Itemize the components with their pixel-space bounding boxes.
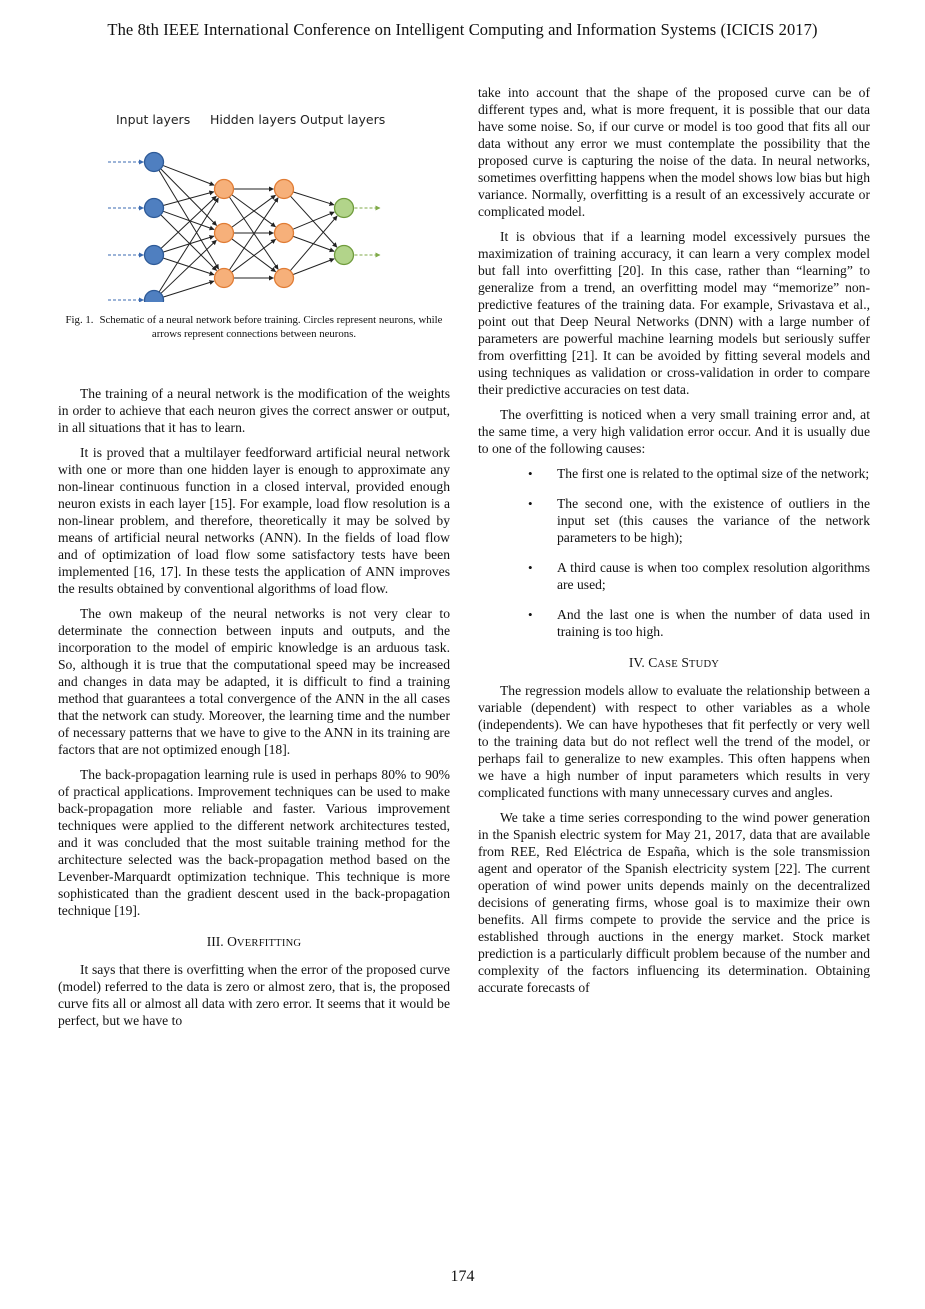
list-item-text: A third cause is when too complex resolution algorithms are used;: [557, 560, 870, 592]
list-item: [478, 465, 870, 482]
connection-arrow: [163, 211, 214, 229]
label-hidden-layers: Hidden layers: [210, 112, 297, 127]
input-neuron: [145, 246, 164, 265]
right-column: [478, 84, 870, 1004]
connection-arrow: [163, 192, 214, 206]
paragraph: The training of a neural network is the modification of the weights in order to achieve that each neuron gives the correct answer or output, in all situations that it has to learn.: [58, 386, 450, 435]
label-input-layers: Input layers: [116, 112, 191, 127]
connection-arrow: [290, 216, 337, 271]
bullet-icon: •: [528, 496, 533, 511]
page-number: 174: [450, 1268, 475, 1285]
connection-arrow: [159, 170, 219, 269]
hidden-neuron: [215, 180, 234, 199]
hidden-neuron: [275, 269, 294, 288]
section-title-initial: S: [681, 655, 689, 670]
connection-arrow: [161, 169, 217, 226]
paragraph: We take a time series corresponding to the wind power generation in the Spanish electric system for May 21, 2017, data that are available from REE, Red Eléctrica de España, which is the sole transmission agent and operator of the Spanish electricity system [22]. The current operation of wind power units depends mainly on the decentralized decisions of generating firms, whose goal is to maximize their own benefits. All firms compete to provide the service and the price is established through auctions in the energy market. Stock market prediction is a particularly difficult problem because of the number and complexity of the factors influencing its determination. Obtaining accurate forecasts of: [478, 810, 870, 995]
list-item: [478, 559, 870, 593]
figure-1: [58, 96, 450, 314]
paragraph: It is obvious that if a learning model excessively pursues the maximization of training accuracy, it can learn a very complex model but fall into overfitting [20]. In this case, rather than “learning” to generalize from a trend, an overfitting model may “memorize” non-predictive features of the training data. For example, Srivastava et al., point out that Deep Neural Networks (DNN) with a large number of parameters are powerful machine learning models but seriously suffer from overfitting [21]. It can be avoided by fitting several models and using techniques as validation or cross-validation in order to compare their predictive accuracies on test data.: [478, 229, 870, 397]
section-title-rest: VERFITTING: [236, 938, 302, 949]
output-neuron: [335, 246, 354, 265]
causes-list: [478, 465, 870, 640]
paragraph: The overfitting is noticed when a very small training error and, at the same time, a very high validation error occur. And it is usually due to one of the following causes:: [478, 407, 870, 456]
input-neuron: [145, 153, 164, 172]
label-output-layers: Output layers: [300, 112, 386, 127]
list-item-text: The first one is related to the optimal size of the network;: [557, 466, 870, 481]
input-neuron: [145, 291, 164, 303]
list-item: [478, 495, 870, 546]
caption-label: Fig. 1.: [65, 314, 94, 326]
connection-arrow: [293, 192, 334, 205]
bullet-icon: •: [528, 466, 533, 481]
output-neuron: [335, 199, 354, 218]
section-number: IV.: [628, 655, 645, 670]
paragraph: take into account that the shape of the proposed curve can be of different types and, what is more frequent, it is possible that our data have some noise. So, if our curve or model is too good that fits all our data without any error we must contemplate the possibility that the proposed curve is capturing the noise of the data. In neural networks, sometimes overfitting happens when the model shows low bias but high variance. Normally, overfitting is a result of an excessively accurate or complicated model.: [478, 85, 870, 219]
paragraph: The own makeup of the neural networks is not very clear to determinate the connection between inputs and outputs, and the incorporation to the model of empiric knowledge is an arduous task. So, although it is true that the computational speed may be increased and changes in data may be adapted, it is difficult to find a training method that guarantees a total convergence of the ANN in the all cases that the network can study. Moreover, the learning time and the number of necessary patterns that we have to give to the ANN in its training are factors that are not optimized enough [18].: [58, 606, 450, 757]
list-item-text: The second one, with the existence of outliers in the input set (this causes the variance of the network parameters to be high);: [557, 496, 870, 545]
hidden-neuron: [215, 224, 234, 243]
section-heading-overfitting: [58, 933, 450, 952]
section-title-rest: ASE: [657, 659, 678, 670]
hidden-neuron: [275, 180, 294, 199]
hidden-neuron: [215, 269, 234, 288]
figure-caption: [58, 314, 450, 341]
connection-arrow: [163, 165, 214, 185]
section-title-initial: C: [648, 655, 658, 670]
section-heading-case-study: [478, 654, 870, 673]
hidden-neuron: [275, 224, 294, 243]
paragraph: It is proved that a multilayer feedforward artificial neural network with one or more than one hidden layer is enough to approximate any non-linear continuous function in a closed interval, provided enough neuron exists in each layer [15]. For example, load flow resolution is a non-linear problem, and therefore, theoretically it may be solved by means of artificial neural networks (ANN). In the fields of load flow and of optimization of load flow some satisfactory tests have been implemented [16, 17]. In these tests the application of ANN improves the results obtained by conventional algorithms of load flow.: [58, 445, 450, 596]
bullet-icon: •: [528, 560, 533, 575]
running-header: The 8th IEEE International Conference on Intelligent Computing and Information Systems (ICICIS 2017): [107, 20, 818, 39]
list-item-text: And the last one is when the number of data used in training is too high.: [557, 607, 870, 639]
connection-arrow: [161, 240, 217, 293]
paragraph: The regression models allow to evaluate the relationship between a variable (dependent) with respect to other variables as a whole (independents). We can have hypotheses that fit perfectly or very well to the training data but do not reflect well the trend of the model, or perhaps fail to generalize to new examples. This often happens when we have a high number of input parameters which results in very complicated functions with many unnecessary curves and angles.: [478, 683, 870, 800]
input-neuron: [145, 199, 164, 218]
caption-text: Schematic of a neural network before training. Circles represent neurons, while arrows represent connections between neurons.: [99, 314, 443, 340]
connection-arrow: [161, 215, 217, 271]
section-title-rest: TUDY: [688, 659, 720, 670]
section-title-initial: O: [227, 934, 237, 949]
neural-network-diagram: [98, 112, 398, 302]
list-item: [478, 606, 870, 640]
paragraph: The back-propagation learning rule is used in perhaps 80% to 90% of practical applications. Improvement techniques can be used to make back-propagation more reliable and faster. Various improvement techniques were applied to the different network architectures tested, and it was concluded that the most suitable training method for the architecture selected was the back-propagation method based on the Levenber-Marquardt optimization technique. This technique is more sophisticated than the gradient descent used in the back-propagation technique [19].: [58, 767, 450, 918]
section-number: III.: [206, 934, 224, 949]
paragraph: It says that there is overfitting when the error of the proposed curve (model) referred to the data is zero or almost zero, that is, the proposed curve fits all or almost all data with zero error. It seems that it would be perfect, but we have to: [58, 962, 450, 1028]
bullet-icon: •: [528, 607, 533, 622]
connection-arrow: [159, 198, 218, 292]
left-column: [58, 96, 450, 1037]
